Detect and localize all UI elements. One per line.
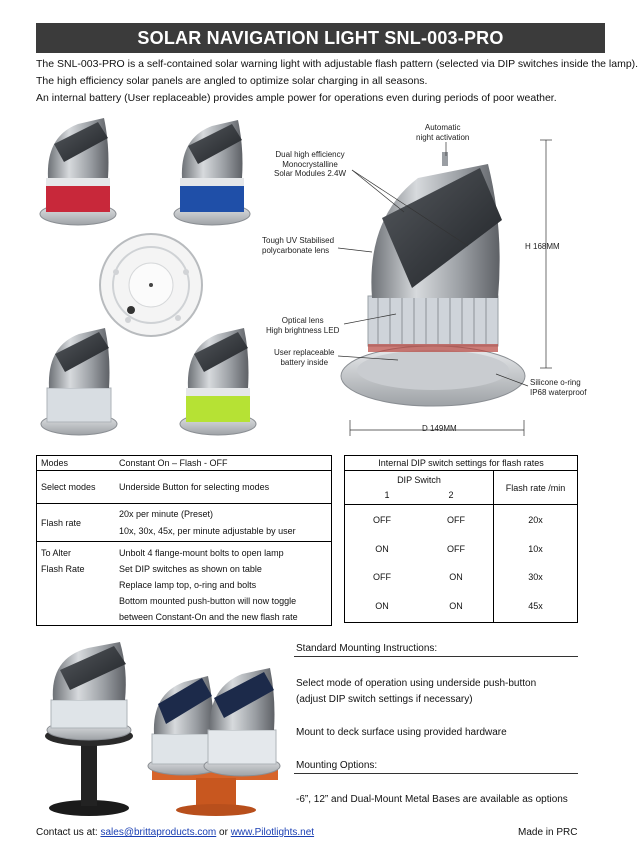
website-link[interactable]: www.Pilotlights.net bbox=[230, 827, 315, 838]
modes-value: Constant On – Flash - OFF bbox=[115, 456, 332, 471]
alter-flash-steps: Unbolt 4 flange-mount bolts to open lamp Set DIP switches as shown on table Replace lamp top, o-ring and bolts Bottom mounted push-button will now toggle between Constant-On and the new flash rate bbox=[115, 542, 332, 626]
intro-line-1: The SNL-003-PRO is a self-contained solar warning light with adjustable flash pattern (selected via DIP switches inside the lamp). bbox=[36, 58, 639, 70]
flash-rate-label: Flash rate bbox=[37, 504, 116, 542]
table-row: OFF ON 30x bbox=[345, 563, 578, 591]
intro-line-3: An internal battery (User replaceable) provides ample power for operations even during periods of poor weather. bbox=[36, 92, 557, 104]
page-title: SOLAR NAVIGATION LIGHT SNL-003-PRO bbox=[36, 23, 605, 53]
annotation-height: H 168MM bbox=[525, 242, 560, 251]
mounting-heading: Standard Mounting Instructions: bbox=[296, 643, 438, 654]
flash-rate-value: 20x per minute (Preset) 10x, 30x, 45x, per minute adjustable by user bbox=[115, 504, 332, 542]
flash-rate-header: Flash rate /min bbox=[505, 482, 566, 493]
footer-made-in: Made in PRC bbox=[518, 827, 578, 838]
annotation-diameter: D 149MM bbox=[422, 424, 457, 433]
table-row: ON ON 45x bbox=[345, 591, 578, 623]
dip-switch-header: DIP Switch 1 2 bbox=[345, 471, 494, 505]
modes-table bbox=[36, 455, 332, 626]
mounting-options-text: -6”, 12” and Dual-Mount Metal Bases are available as options bbox=[296, 794, 568, 805]
table-row: ON OFF 10x bbox=[345, 535, 578, 563]
intro-line-2: The high efficiency solar panels are angled to optimize solar charging in all seasons. bbox=[36, 75, 428, 87]
mounting-options-rule bbox=[294, 773, 578, 774]
modes-label: Modes bbox=[37, 456, 116, 471]
table-row bbox=[345, 471, 578, 505]
mounting-step-1: Select mode of operation using underside push-button bbox=[296, 678, 537, 689]
table-row: OFF OFF 20x bbox=[345, 505, 578, 535]
annotation-auto-activation: Automatic night activation bbox=[416, 123, 470, 142]
table-row bbox=[37, 542, 332, 626]
annotation-optical-lens: Optical lens High brightness LED bbox=[266, 316, 340, 335]
annotation-solar-modules: Dual high efficiency Monocrystalline Solar Modules 2.4W bbox=[274, 150, 347, 178]
mounting-heading-rule bbox=[294, 656, 578, 657]
annotation-battery: User replaceable battery inside bbox=[274, 348, 335, 367]
dip-table-title: Internal DIP switch settings for flash rates bbox=[378, 458, 544, 468]
footer-contact: Contact us at: sales@brittaproducts.com or www.Pilotlights.net bbox=[36, 827, 315, 838]
alter-flash-label: To Alter Flash Rate bbox=[37, 542, 116, 626]
select-modes-value: Underside Button for selecting modes bbox=[115, 471, 332, 504]
lamp-pedestal-mount-image bbox=[36, 640, 142, 818]
mounting-step-2: Mount to deck surface using provided hardware bbox=[296, 727, 507, 738]
annotation-oring: Silicone o-ring IP68 waterproof bbox=[530, 378, 587, 397]
email-link[interactable]: sales@brittaproducts.com bbox=[100, 827, 217, 838]
select-modes-label: Select modes bbox=[37, 471, 116, 504]
table-row bbox=[37, 504, 332, 542]
mounting-step-1-note: (adjust DIP switch settings if necessary) bbox=[296, 694, 473, 705]
table-row bbox=[37, 456, 332, 471]
dip-switch-table bbox=[344, 455, 578, 623]
lamp-dual-mount-image bbox=[142, 668, 282, 818]
table-row bbox=[37, 471, 332, 504]
annotation-uv-lens: Tough UV Stabilised polycarbonate lens bbox=[262, 236, 335, 255]
table-row bbox=[345, 456, 578, 471]
mounting-options-heading: Mounting Options: bbox=[296, 760, 378, 771]
